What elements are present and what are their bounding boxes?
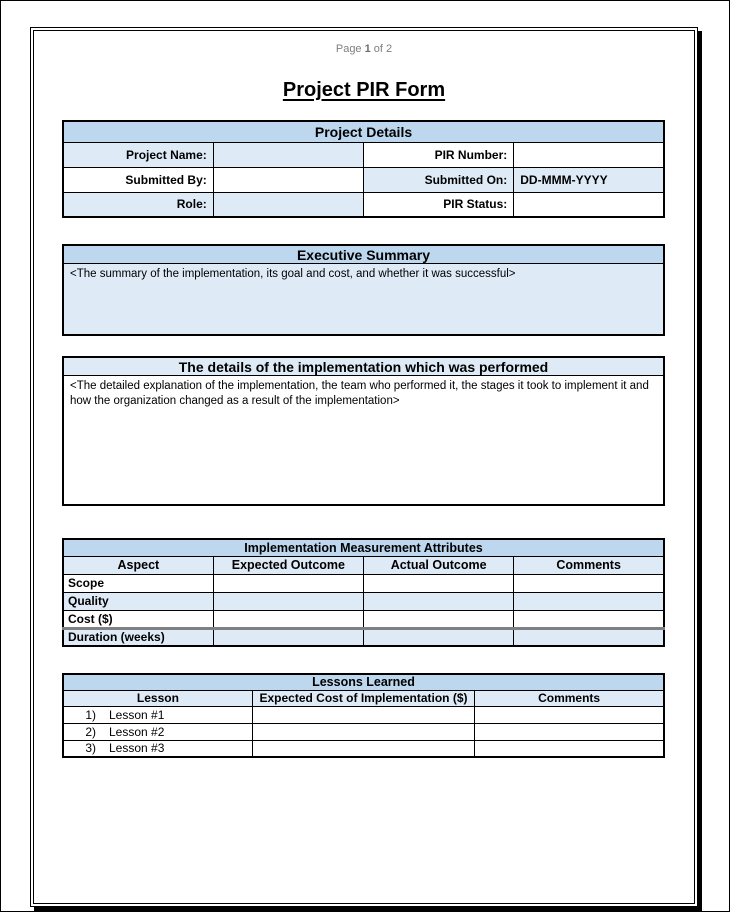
lessons-table bbox=[62, 673, 665, 758]
column-header-actual-outcome: Actual Outcome bbox=[364, 556, 514, 574]
table-row bbox=[63, 740, 664, 757]
page-border-inner bbox=[33, 30, 695, 904]
cost-comments-cell[interactable] bbox=[514, 610, 664, 628]
measurement-column-header-row bbox=[63, 556, 664, 574]
cost-expected-outcome-cell[interactable] bbox=[213, 610, 363, 628]
scope-actual-outcome-cell[interactable] bbox=[364, 574, 514, 592]
lessons-table-header: Lessons Learned bbox=[63, 674, 664, 690]
page-number-value: 1 bbox=[364, 43, 371, 55]
table-row bbox=[63, 610, 664, 628]
page-number-prefix: Page bbox=[335, 43, 365, 55]
column-header-expected-cost: Expected Cost of Implementation ($) bbox=[252, 690, 474, 706]
implementation-details-body[interactable]: <The detailed explanation of the implementation, the team who performed it, the stages it took to implement it and how the organization changed as a result of the implementation> bbox=[62, 376, 665, 506]
table-row bbox=[63, 628, 664, 646]
table-row bbox=[63, 706, 664, 723]
quality-expected-outcome-cell[interactable] bbox=[213, 592, 363, 610]
implementation-details-header: The details of the implementation which was performed bbox=[62, 356, 665, 376]
role-field[interactable] bbox=[213, 192, 363, 217]
submitted-by-label: Submitted By: bbox=[63, 167, 213, 192]
submitted-on-label: Submitted On: bbox=[364, 167, 514, 192]
lesson-2-label-cell[interactable] bbox=[63, 723, 252, 740]
role-label: Role: bbox=[63, 192, 213, 217]
page-number-suffix: of 2 bbox=[370, 43, 393, 55]
submitted-by-field[interactable] bbox=[213, 167, 363, 192]
lesson-2-comments-cell[interactable] bbox=[475, 723, 664, 740]
project-name-label: Project Name: bbox=[63, 142, 213, 167]
lesson-1-comments-cell[interactable] bbox=[475, 706, 664, 723]
lesson-3-text: Lesson #3 bbox=[109, 741, 165, 756]
executive-summary-section bbox=[62, 244, 665, 336]
scope-comments-cell[interactable] bbox=[514, 574, 664, 592]
column-header-aspect: Aspect bbox=[63, 556, 213, 574]
lesson-1-number: 1) bbox=[85, 707, 96, 722]
document-title: Project PIR Form bbox=[282, 79, 446, 101]
lesson-3-number: 3) bbox=[85, 741, 96, 756]
table-row bbox=[63, 592, 664, 610]
aspect-scope-label: Scope bbox=[63, 574, 213, 592]
document-page bbox=[30, 27, 698, 907]
aspect-cost-label: Cost ($) bbox=[63, 610, 213, 628]
project-details-table bbox=[62, 120, 665, 218]
cost-actual-outcome-cell[interactable] bbox=[364, 610, 514, 628]
executive-summary-body[interactable]: <The summary of the implementation, its goal and cost, and whether it was successful> bbox=[62, 264, 665, 336]
duration-comments-cell[interactable] bbox=[514, 628, 664, 646]
quality-comments-cell[interactable] bbox=[514, 592, 664, 610]
quality-actual-outcome-cell[interactable] bbox=[364, 592, 514, 610]
lessons-column-header-row bbox=[63, 690, 664, 706]
column-header-comments: Comments bbox=[514, 556, 664, 574]
table-row bbox=[63, 574, 664, 592]
aspect-quality-label: Quality bbox=[63, 592, 213, 610]
column-header-lesson: Lesson bbox=[63, 690, 252, 706]
scope-expected-outcome-cell[interactable] bbox=[213, 574, 363, 592]
aspect-duration-label: Duration (weeks) bbox=[63, 628, 213, 646]
lesson-2-text: Lesson #2 bbox=[109, 724, 165, 739]
submitted-on-field[interactable]: DD-MMM-YYYY bbox=[514, 167, 664, 192]
table-row bbox=[63, 142, 664, 167]
executive-summary-header: Executive Summary bbox=[62, 244, 665, 264]
pir-number-label: PIR Number: bbox=[364, 142, 514, 167]
lesson-1-cost-cell[interactable] bbox=[252, 706, 474, 723]
lesson-1-label-cell[interactable] bbox=[63, 706, 252, 723]
lesson-1-text: Lesson #1 bbox=[109, 707, 165, 722]
duration-expected-outcome-cell[interactable] bbox=[213, 628, 363, 646]
pir-number-field[interactable] bbox=[514, 142, 664, 167]
pir-status-label: PIR Status: bbox=[364, 192, 514, 217]
lesson-3-label-cell[interactable] bbox=[63, 740, 252, 757]
table-row bbox=[63, 167, 664, 192]
project-details-header: Project Details bbox=[63, 121, 664, 142]
lesson-2-number: 2) bbox=[85, 724, 96, 739]
measurement-table bbox=[62, 538, 665, 647]
lesson-3-comments-cell[interactable] bbox=[475, 740, 664, 757]
page-content bbox=[34, 120, 694, 758]
lesson-3-cost-cell[interactable] bbox=[252, 740, 474, 757]
pir-status-field[interactable] bbox=[514, 192, 664, 217]
column-header-expected-outcome: Expected Outcome bbox=[213, 556, 363, 574]
page-number bbox=[34, 31, 694, 56]
table-row bbox=[63, 192, 664, 217]
measurement-table-header: Implementation Measurement Attributes bbox=[63, 539, 664, 556]
duration-actual-outcome-cell[interactable] bbox=[364, 628, 514, 646]
implementation-details-section bbox=[62, 356, 665, 506]
lesson-2-cost-cell[interactable] bbox=[252, 723, 474, 740]
project-name-field[interactable] bbox=[213, 142, 363, 167]
column-header-lessons-comments: Comments bbox=[475, 690, 664, 706]
table-row bbox=[63, 723, 664, 740]
